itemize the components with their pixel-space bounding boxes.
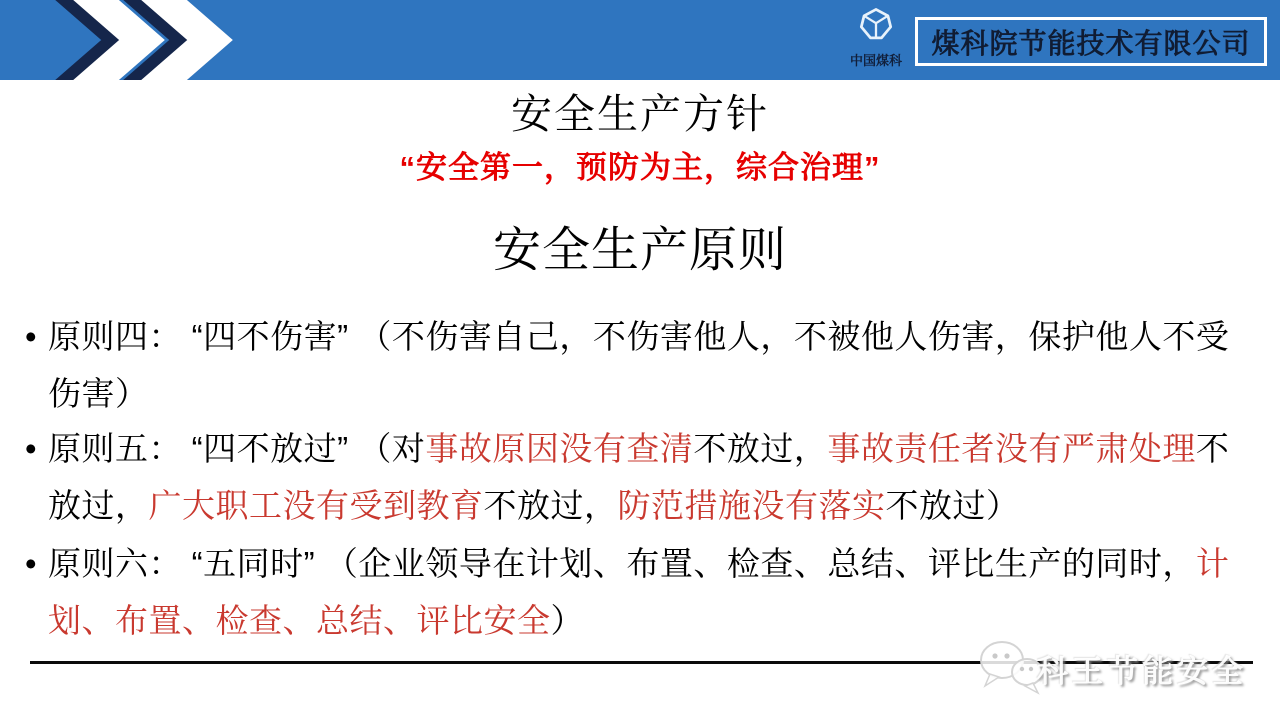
- text-segment: 伤害）: [48, 375, 149, 412]
- text-segment: 事故原因没有查清: [425, 430, 694, 467]
- gem-logo-icon: [854, 6, 898, 44]
- top-bar: [0, 0, 1280, 80]
- text-segment: 划、布置、检查、总结、评比安全: [48, 602, 551, 639]
- section-title: 安全生产原则: [492, 224, 787, 277]
- bullet-line: [25, 365, 1250, 422]
- text-segment: 原则六： “五同时” （企业领导在计划、布置、检查、总结、评比生产的同时，: [48, 545, 1196, 582]
- bullet-marker: •: [25, 318, 38, 355]
- bullet-marker: •: [25, 430, 38, 467]
- bullet-marker: •: [25, 545, 38, 582]
- policy-quote: “安全第一，预防为主，综合治理”: [399, 150, 881, 185]
- text-segment: 原则五： “四不放过” （对: [48, 430, 426, 467]
- double-chevron-icon: [42, 0, 242, 80]
- text-segment: 放过，: [48, 487, 149, 524]
- company-name: 煤科院节能技术有限公司: [931, 27, 1251, 59]
- text-segment: 不: [1195, 430, 1230, 467]
- page-title: 安全生产方针: [511, 91, 769, 137]
- text-segment: 事故责任者没有严肃处理: [827, 430, 1196, 467]
- bullet-item: [25, 308, 1250, 422]
- logo-label: 中国煤科: [849, 53, 902, 68]
- bullet-line: [25, 535, 1250, 592]
- bullet-line: [25, 308, 1250, 365]
- watermark: [975, 632, 1265, 702]
- bullet-item: [25, 420, 1250, 534]
- bullet-line: [25, 477, 1250, 534]
- text-segment: 不放过）: [885, 487, 1020, 524]
- company-logo: [844, 6, 908, 69]
- company-name-box: [915, 17, 1267, 66]
- text-segment: 计: [1195, 545, 1230, 582]
- text-segment: 广大职工没有受到教育: [148, 487, 484, 524]
- text-segment: 防范措施没有落实: [617, 487, 886, 524]
- text-segment: 不放过，: [693, 430, 828, 467]
- text-segment: 原则四： “四不伤害” （不伤害自己，不伤害他人，不被他人伤害，保护他人不受: [48, 318, 1230, 355]
- text-segment: ）: [550, 602, 584, 639]
- watermark-text: 科王节能安全: [1037, 654, 1247, 689]
- bullet-line: [25, 420, 1250, 477]
- text-segment: 不放过，: [483, 487, 618, 524]
